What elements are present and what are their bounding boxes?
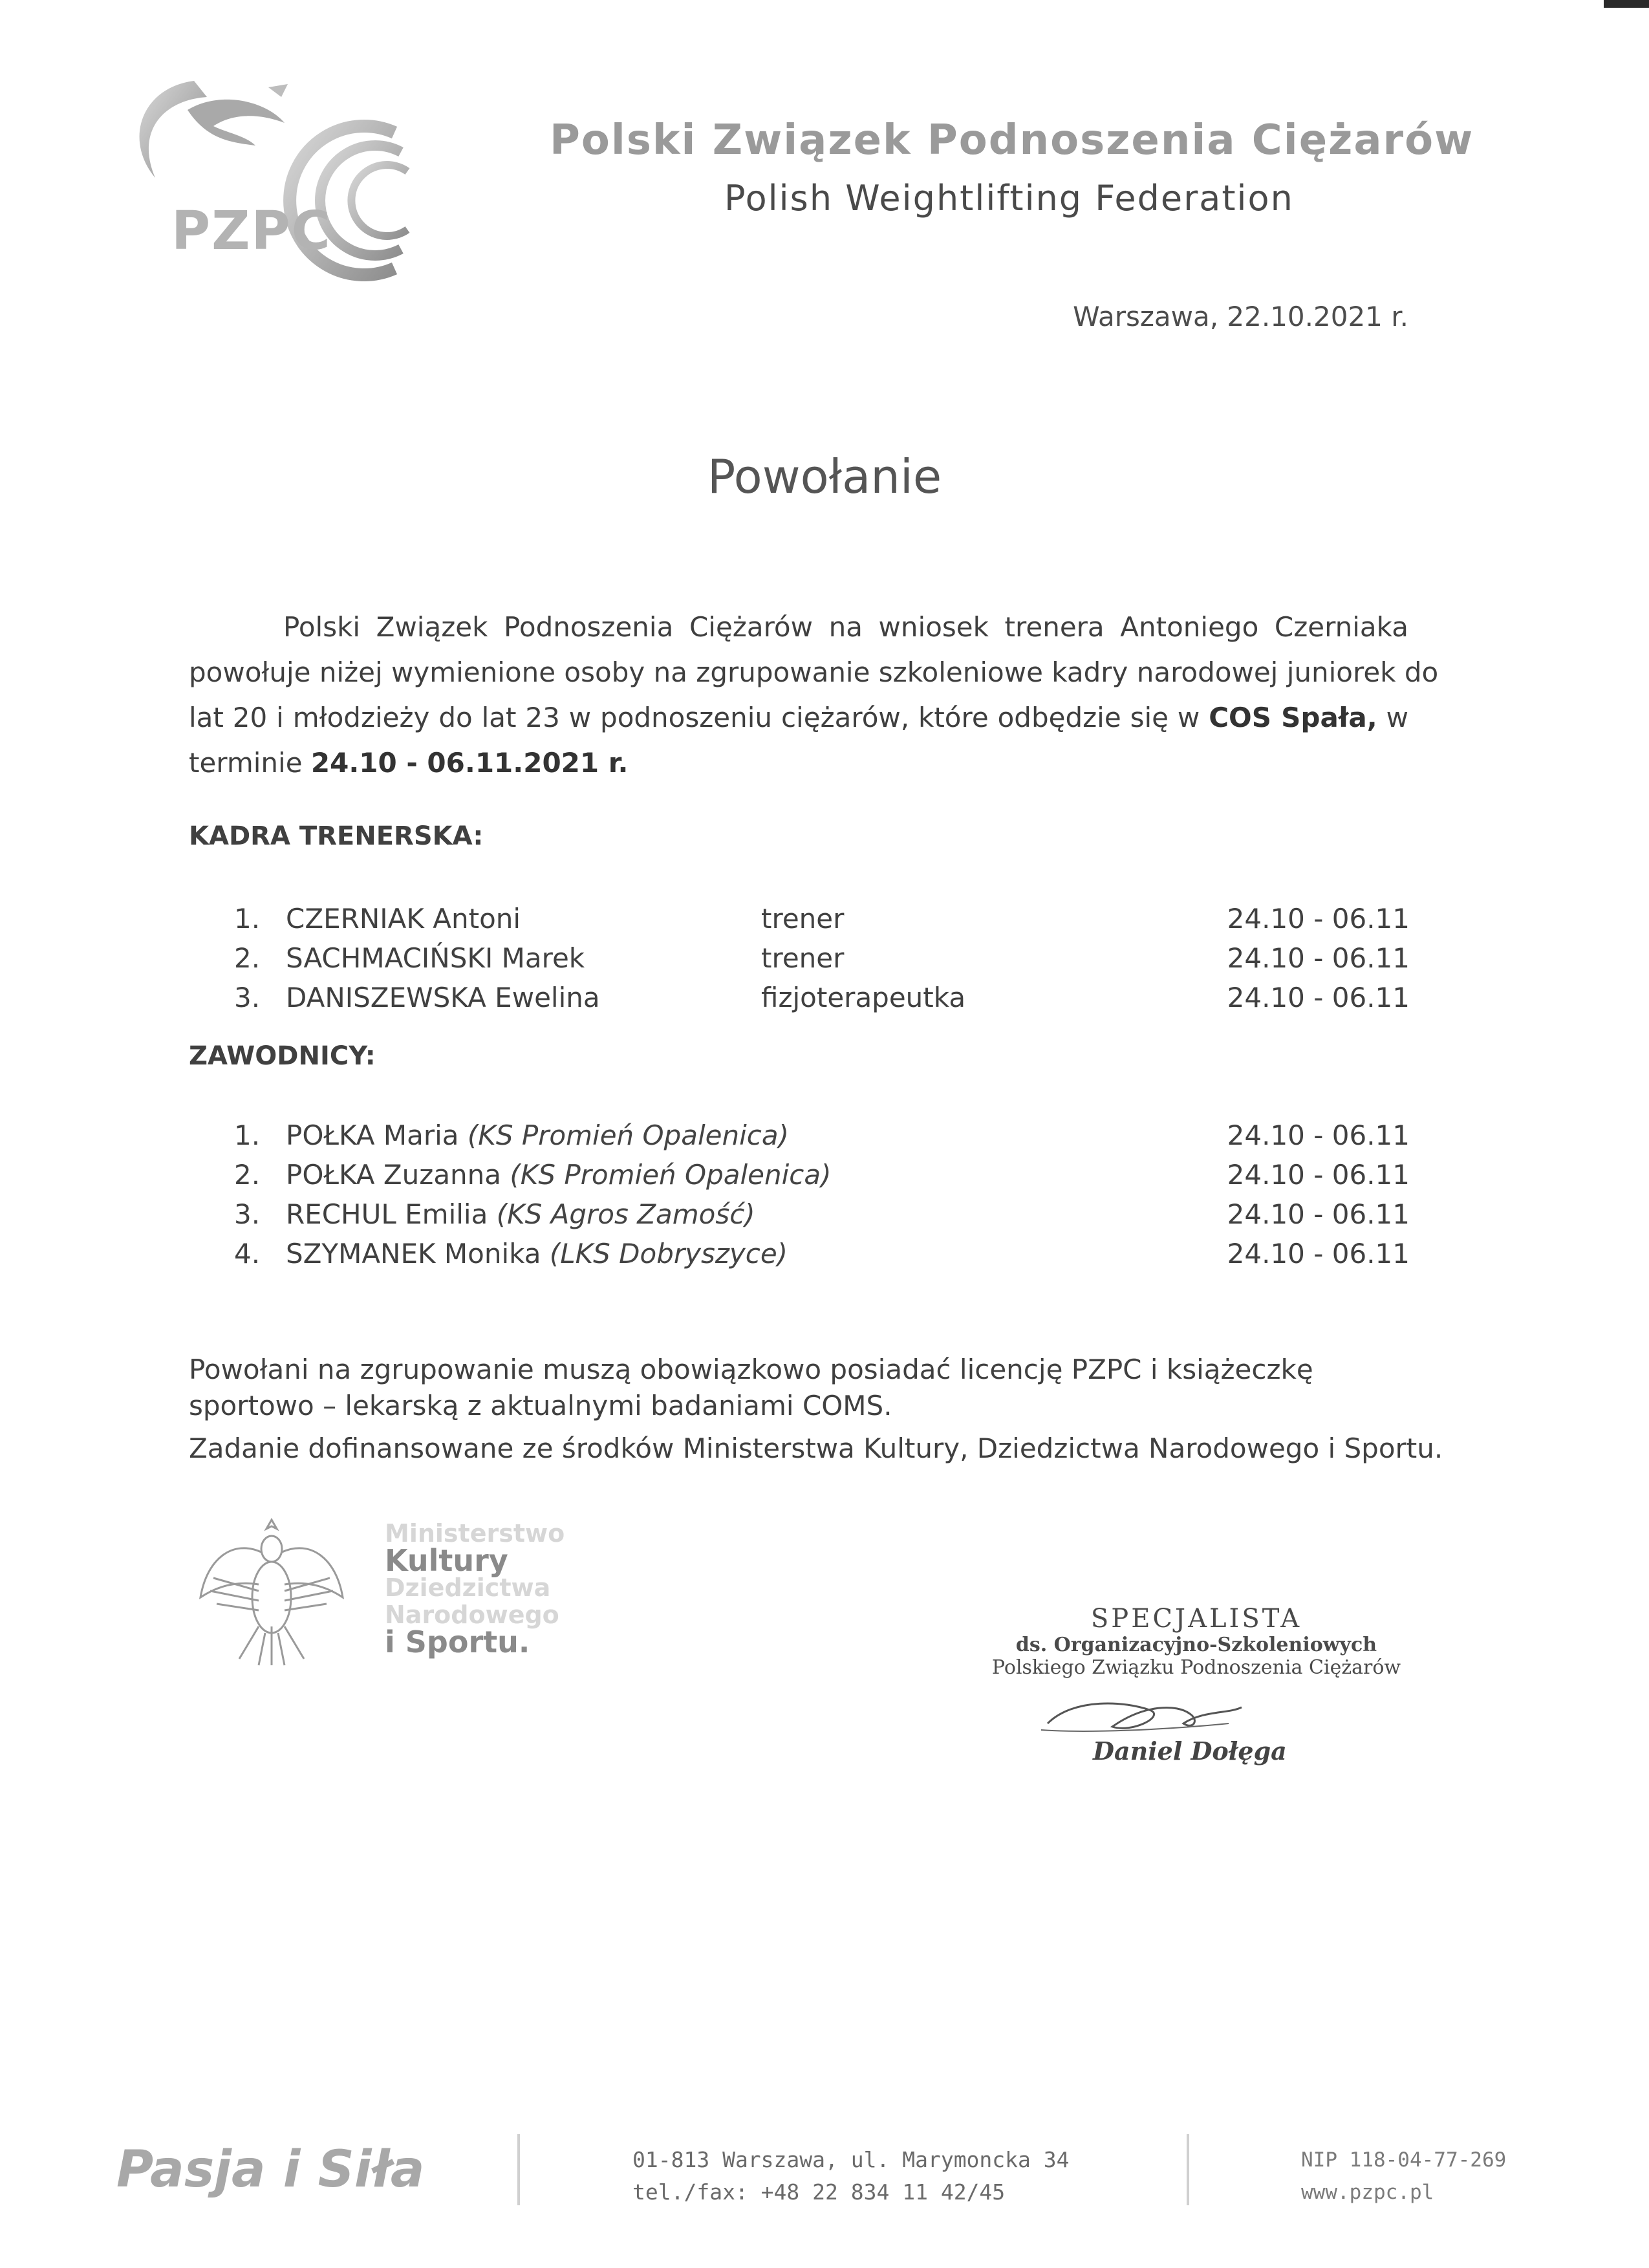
pzpc-logo xyxy=(116,61,479,281)
athlete-name: RECHUL Emilia xyxy=(286,1198,488,1230)
coach-dates: 24.10 - 06.11 xyxy=(1227,942,1410,974)
intro-line-3-text: lat 20 i młodzieży do lat 23 w podnoszeniu ciężarów, które odbędzie się w xyxy=(189,702,1200,733)
footer-website: www.pzpc.pl xyxy=(1301,2181,1434,2204)
ministry-line-1: Ministerstwo xyxy=(385,1519,565,1548)
athlete-entry xyxy=(286,1194,755,1234)
handwritten-signature xyxy=(1035,1685,1255,1743)
notes-block xyxy=(189,1352,1443,1467)
date-line: Warszawa, 22.10.2021 r. xyxy=(1073,301,1408,332)
athlete-dates: 24.10 - 06.11 xyxy=(1227,1238,1410,1269)
signatory-name: Daniel Dołęga xyxy=(1093,1736,1287,1766)
athlete-row xyxy=(234,1234,1410,1273)
athlete-dates: 24.10 - 06.11 xyxy=(1227,1159,1410,1191)
coach-role: trener xyxy=(761,903,845,934)
coach-role: fizjoterapeutka xyxy=(761,982,966,1013)
athlete-name: POŁKA Zuzanna xyxy=(286,1159,502,1191)
coach-dates: 24.10 - 06.11 xyxy=(1227,982,1410,1013)
intro-line-4-text: terminie xyxy=(189,747,303,779)
ministry-name xyxy=(385,1519,565,1659)
federation-name-pl: Polski Związek Podnoszenia Ciężarów xyxy=(550,116,1474,164)
athlete-number: 2. xyxy=(234,1159,261,1191)
intro-line-2: powołuje niżej wymienione osoby na zgrupowanie szkoleniowe kadry narodowej juniorek do xyxy=(189,656,1439,688)
athlete-club: (KS Promień Opalenica) xyxy=(467,1119,789,1151)
coaches-heading: KADRA TRENERSKA: xyxy=(189,821,484,851)
coach-name: SACHMACIŃSKI Marek xyxy=(286,942,585,974)
athlete-name: POŁKA Maria xyxy=(286,1119,459,1151)
athlete-row xyxy=(234,1155,1410,1194)
footer-street: 01-813 Warszawa, ul. Marymoncka 34 xyxy=(632,2147,1070,2172)
official-stamp xyxy=(970,1604,1423,1679)
athletes-list xyxy=(234,1116,1410,1273)
athlete-dates: 24.10 - 06.11 xyxy=(1227,1198,1410,1230)
pzpc-logo-text: PZPC xyxy=(171,200,332,262)
coach-row xyxy=(234,978,1410,1017)
athlete-row xyxy=(234,1116,1410,1155)
federation-name-en: Polish Weightlifting Federation xyxy=(724,178,1294,219)
note-line-2: sportowo – lekarską z aktualnymi badaniami COMS. xyxy=(189,1390,892,1421)
athlete-number: 3. xyxy=(234,1198,261,1230)
footer-nip: NIP 118-04-77-269 xyxy=(1301,2148,1507,2172)
athlete-club: (KS Promień Opalenica) xyxy=(510,1159,832,1191)
coach-dates: 24.10 - 06.11 xyxy=(1227,903,1410,934)
ministry-line-3: Dziedzictwa xyxy=(385,1573,551,1602)
stamp-line-3: Polskiego Związku Podnoszenia Ciężarów xyxy=(991,1656,1401,1679)
document-title: Powołanie xyxy=(707,449,942,504)
footer-divider xyxy=(1187,2134,1189,2205)
ministry-line-5: i Sportu. xyxy=(385,1625,530,1659)
intro-line-3-tail: w xyxy=(1386,702,1408,733)
scan-edge-mark xyxy=(1604,0,1649,8)
coach-number: 3. xyxy=(234,982,261,1013)
coach-row xyxy=(234,899,1410,938)
athlete-entry xyxy=(286,1155,831,1194)
intro-line-3 xyxy=(189,695,1408,740)
note-line-3: Zadanie dofinansowane ze środków Ministerstwa Kultury, Dziedzictwa Narodowego i Sportu. xyxy=(189,1432,1443,1464)
venue: COS Spała, xyxy=(1209,702,1377,733)
athlete-entry xyxy=(286,1234,788,1273)
coach-number: 1. xyxy=(234,903,261,934)
intro-line-1: Polski Związek Podnoszenia Ciężarów na wniosek trenera Antoniego Czerniaka xyxy=(283,611,1408,643)
ministry-line-2: Kultury xyxy=(385,1543,508,1578)
coach-row xyxy=(234,938,1410,978)
athlete-dates: 24.10 - 06.11 xyxy=(1227,1119,1410,1151)
ministry-logo xyxy=(194,1513,595,1681)
athlete-club: (KS Agros Zamość) xyxy=(496,1198,755,1230)
footer-slogan: Pasja i Siła xyxy=(116,2141,425,2199)
athlete-name: SZYMANEK Monika xyxy=(286,1238,541,1269)
footer-address xyxy=(632,2144,1070,2209)
athlete-entry xyxy=(286,1116,789,1155)
footer-phone: tel./fax: +48 22 834 11 42/45 xyxy=(632,2179,1006,2205)
period: 24.10 - 06.11.2021 r. xyxy=(310,747,629,779)
intro-line-4 xyxy=(189,740,1408,786)
note-line-1: Powołani na zgrupowanie muszą obowiązkowo posiadać licencję PZPC i książeczkę xyxy=(189,1354,1313,1385)
eagle-emblem-icon xyxy=(194,1513,349,1675)
coach-role: trener xyxy=(761,942,845,974)
footer-divider xyxy=(517,2134,520,2205)
intro-paragraph xyxy=(189,605,1439,786)
footer-contact xyxy=(1301,2144,1506,2209)
stamp-title: SPECJALISTA xyxy=(1090,1604,1302,1634)
coach-number: 2. xyxy=(234,942,261,974)
athletes-heading: ZAWODNICY: xyxy=(189,1041,376,1071)
athlete-number: 1. xyxy=(234,1119,261,1151)
stamp-line-2: ds. Organizacyjno-Szkoleniowych xyxy=(1015,1634,1377,1656)
coach-name: DANISZEWSKA Ewelina xyxy=(286,982,600,1013)
athlete-row xyxy=(234,1194,1410,1234)
athlete-number: 4. xyxy=(234,1238,261,1269)
coaches-list xyxy=(234,899,1410,1017)
coach-name: CZERNIAK Antoni xyxy=(286,903,521,934)
athlete-club: (LKS Dobryszyce) xyxy=(549,1238,788,1269)
ministry-line-4: Narodowego xyxy=(385,1601,559,1629)
